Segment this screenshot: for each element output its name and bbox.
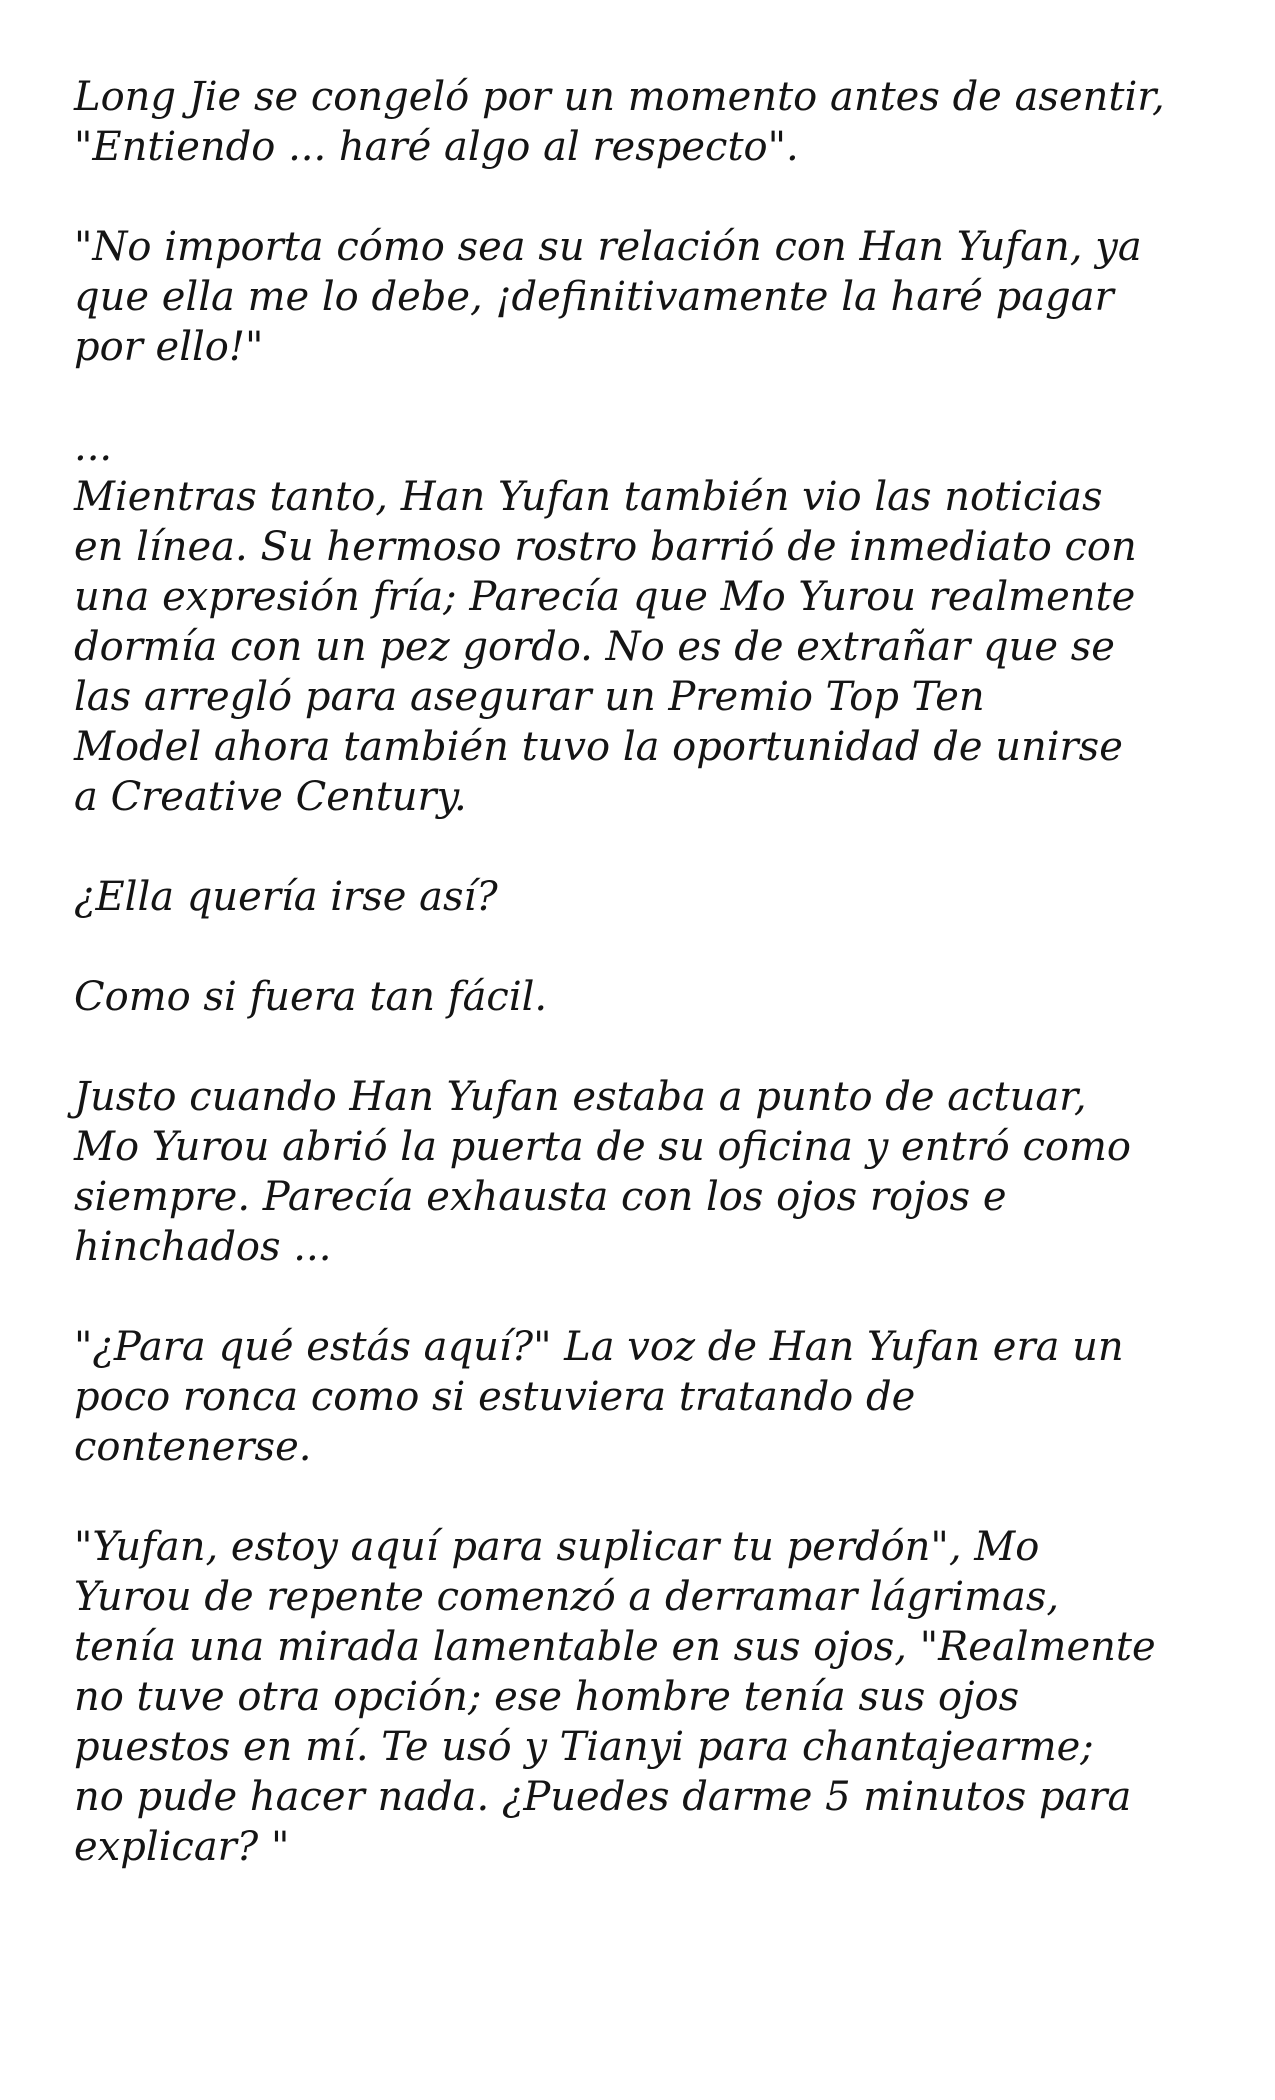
- document-page: [74, 72, 1224, 1922]
- paragraph-long-jie-reply: Long Jie se congeló por un momento antes de asentir, "Entiendo ... haré algo al respecto".: [74, 74, 1165, 170]
- paragraph-mo-yurou-plea: "Yufan, estoy aquí para suplicar tu perdón", Mo Yurou de repente comenzó a derramar lágrimas, tenía una mirada lamentable en sus ojos, "Realmente no tuve otra opción; ese hombre tenía sus ojos puestos en mí. Te usó y Tianyi para chantajearme; no pude hacer nada. ¿Puedes darme 5 minutos para explicar? ": [74, 1524, 1156, 1870]
- paragraph-question: ¿Ella quería irse así?: [74, 874, 498, 920]
- paragraph-han-yufan-news: Mientras tanto, Han Yufan también vio las noticias en línea. Su hermoso rostro barrió de inmediato con una expresión fría; Parecía que Mo Yurou realmente dormía con un pez gordo. No es de extrañar que se las arregló para asegurar un Premio Top Ten Model ahora también tuvo la oportunidad de unirse a Creative Century.: [74, 474, 1137, 820]
- paragraph-not-easy: Como si fuera tan fácil.: [74, 974, 548, 1020]
- paragraph-han-yufan-voice: "¿Para qué estás aquí?" La voz de Han Yufan era un poco ronca como si estuviera tratando de contenerse.: [74, 1324, 1124, 1470]
- scene-break-ellipsis: ...: [74, 424, 113, 470]
- paragraph-long-jie-threat: "No importa cómo sea su relación con Han Yufan, ya que ella me lo debe, ¡definitivamente la haré pagar por ello!": [74, 224, 1142, 370]
- paragraph-mo-yurou-enters: Justo cuando Han Yufan estaba a punto de actuar, Mo Yurou abrió la puerta de su oficina y entró como siempre. Parecía exhausta con los ojos rojos e hinchados ...: [74, 1074, 1131, 1270]
